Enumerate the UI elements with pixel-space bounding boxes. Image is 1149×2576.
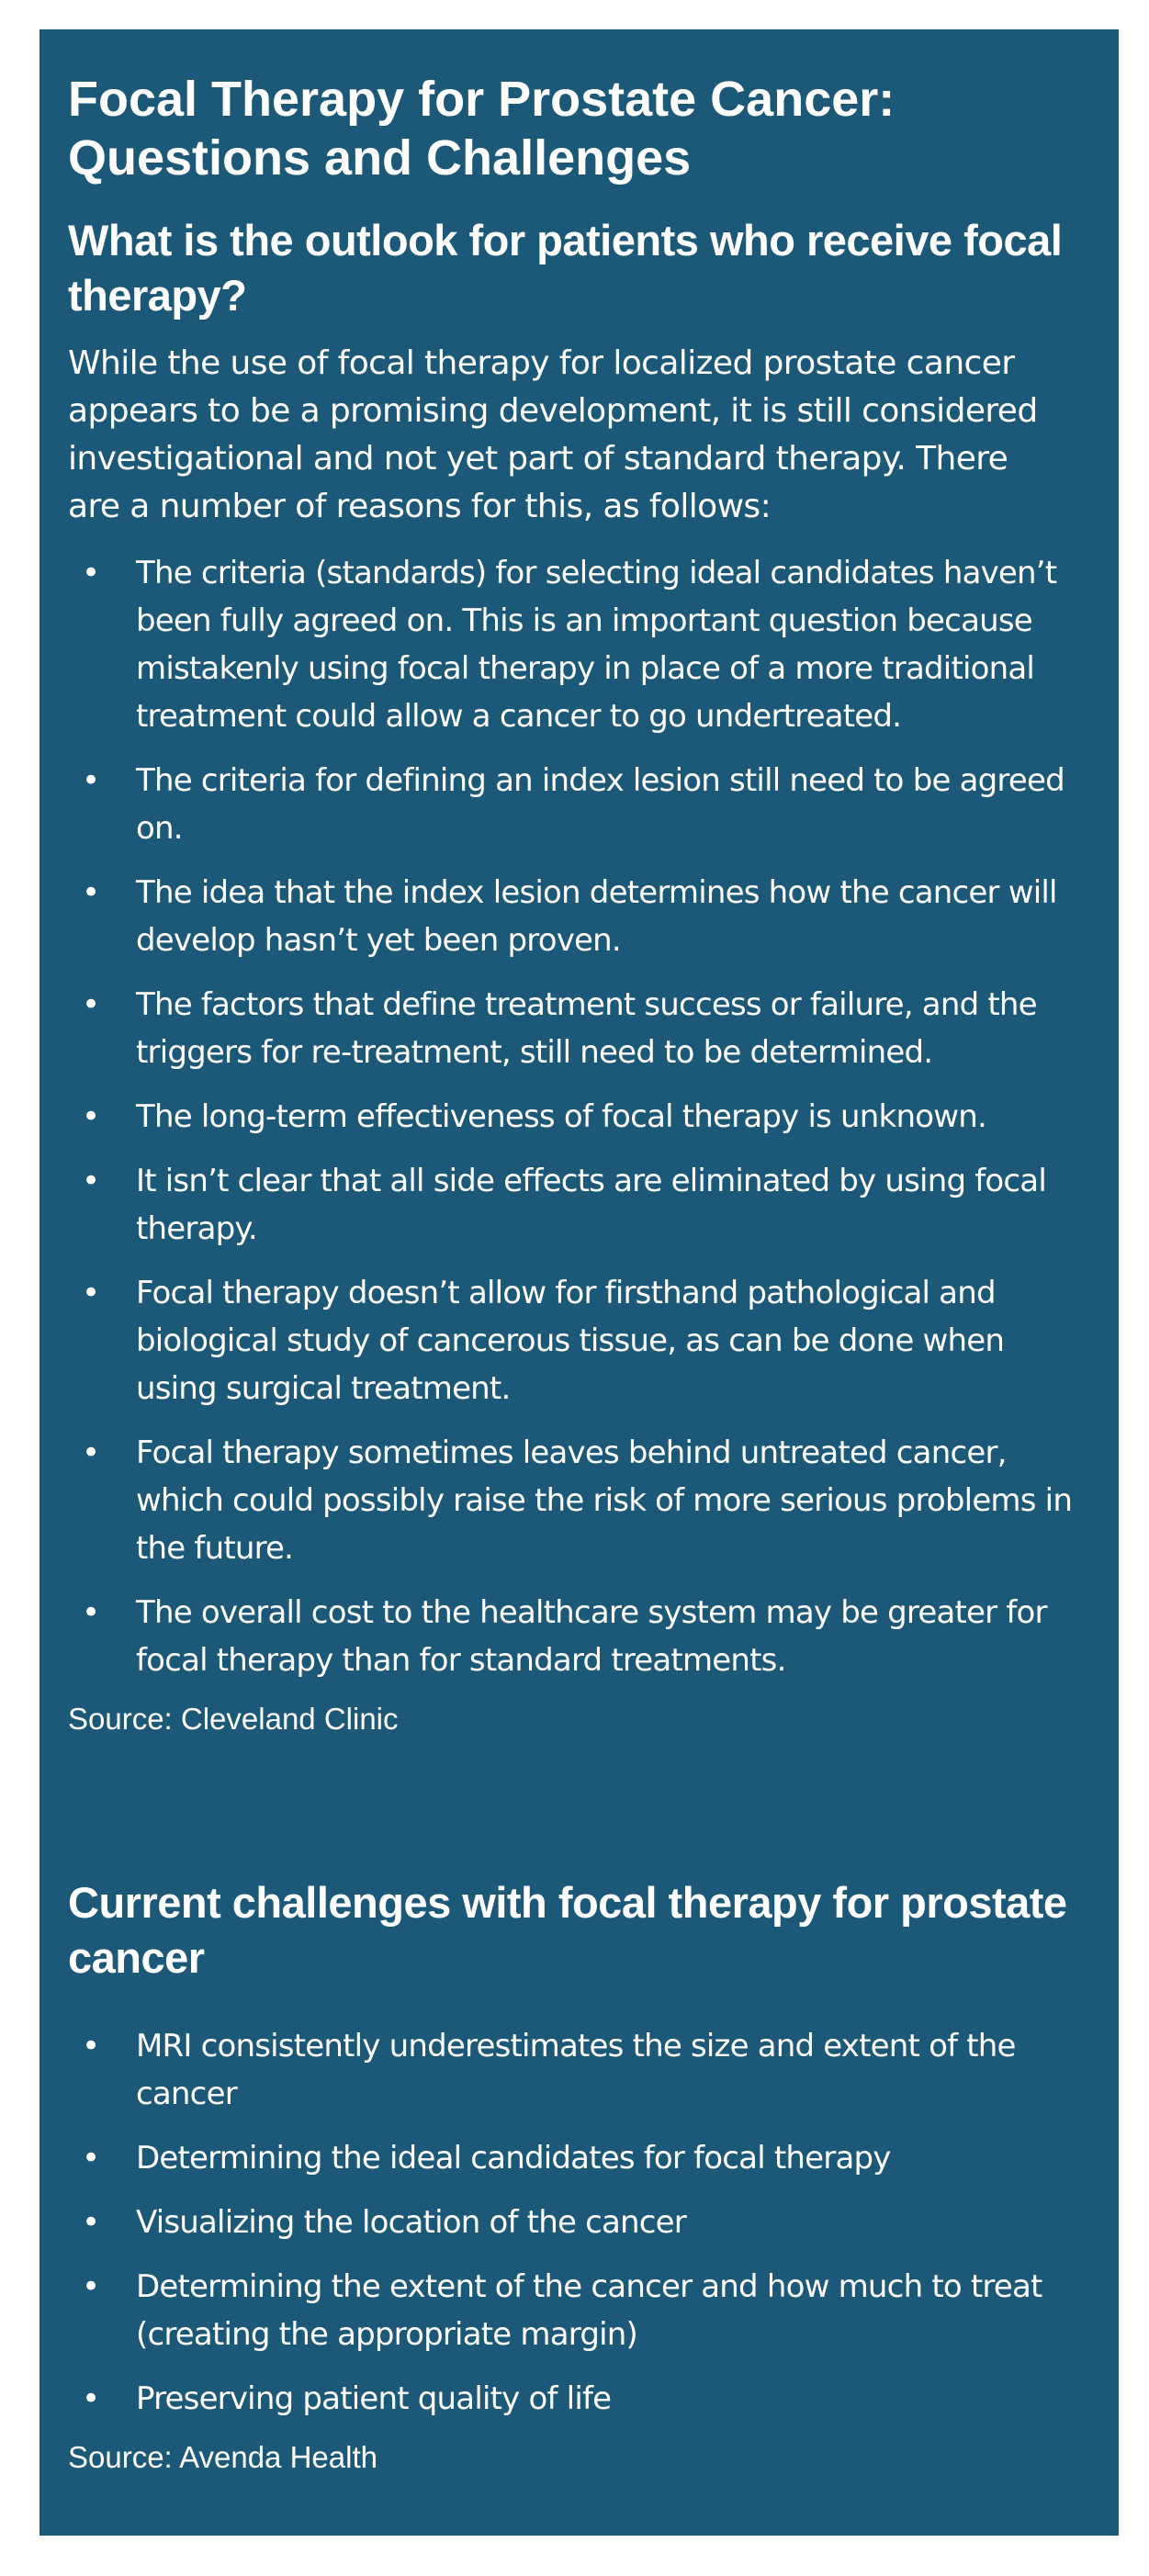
list-item-text: The criteria (standards) for selecting ideal candidates haven’t been fully agreed on. This is an important question because mistakenly using focal therapy in place of a more traditional treatment could allow a cancer to go undertreated. [136,555,1057,735]
bullet-icon: • [82,555,100,591]
list-item [68,2199,1082,2246]
list-item-text: Determining the extent of the cancer and how much to treat (creating the appropriate margin) [136,2268,1042,2353]
section-challenges-heading: Current challenges with focal therapy for prostate cancer [68,1878,1067,1982]
list-item [68,2022,1082,2118]
list-item [68,2134,1082,2182]
list-item-text: The overall cost to the healthcare system may be greater for focal therapy than for standard treatments. [136,1594,1047,1679]
section-outlook-heading: What is the outlook for patients who receive focal therapy? [68,216,1063,320]
list-item-text: MRI consistently underestimates the size and extent of the cancer [136,2028,1016,2112]
list-item-text: The criteria for defining an index lesion still need to be agreed on. [136,762,1065,847]
list-item [68,1157,1082,1253]
source-citation-cleveland: Source: Cleveland Clinic [68,1702,399,1736]
bullet-icon: • [82,1163,100,1199]
list-item-text: The idea that the index lesion determines how the cancer will develop hasn’t yet been proven. [136,874,1057,959]
list-item [68,1429,1082,1572]
outlook-bullet-list [68,549,1082,1684]
bullet-icon: • [82,2268,100,2305]
list-item [68,757,1082,852]
list-item [68,2263,1082,2358]
section-outlook-intro: While the use of focal therapy for localized prostate cancer appears to be a promising development, it is still considered investigational and not yet part of standard therapy. There are a number of reasons for this, as follows: [68,344,1038,525]
list-item [68,549,1082,740]
list-item [68,2375,1082,2423]
section-outlook [68,213,1082,1738]
bullet-icon: • [82,2140,100,2177]
list-item [68,1589,1082,1684]
bullet-icon: • [82,2204,100,2241]
list-item-text: It isn’t clear that all side effects are eliminated by using focal therapy. [136,1163,1046,1247]
bullet-icon: • [82,1275,100,1311]
list-item-text: The long-term effectiveness of focal therapy is unknown. [136,1098,986,1135]
challenges-bullet-list [68,2022,1082,2423]
list-item-text: Focal therapy doesn’t allow for firsthand pathological and biological study of cancerous tissue, as can be done when using surgical treatment. [136,1275,1005,1407]
bullet-icon: • [82,2380,100,2417]
bullet-icon: • [82,986,100,1023]
list-item [68,869,1082,964]
list-item-text: The factors that define treatment success or failure, and the triggers for re-treatment, still need to be determined. [136,986,1037,1071]
source-citation-avenda: Source: Avenda Health [68,2440,377,2474]
bullet-icon: • [82,1434,100,1471]
bullet-icon: • [82,874,100,911]
list-item-text: Visualizing the location of the cancer [136,2204,686,2241]
section-challenges [68,1875,1082,2476]
list-item-text: Focal therapy sometimes leaves behind untreated cancer, which could possibly raise the risk of more serious problems in the future. [136,1434,1073,1567]
list-item [68,1269,1082,1412]
bullet-icon: • [82,2028,100,2064]
bullet-icon: • [82,1098,100,1135]
bullet-icon: • [82,762,100,799]
list-item-text: Preserving patient quality of life [136,2380,612,2417]
info-panel [39,29,1119,2536]
page-title: Focal Therapy for Prostate Cancer: Questions and Challenges [68,72,896,186]
list-item-text: Determining the ideal candidates for focal therapy [136,2140,891,2177]
bullet-icon: • [82,1594,100,1631]
list-item [68,981,1082,1076]
list-item [68,1093,1082,1141]
